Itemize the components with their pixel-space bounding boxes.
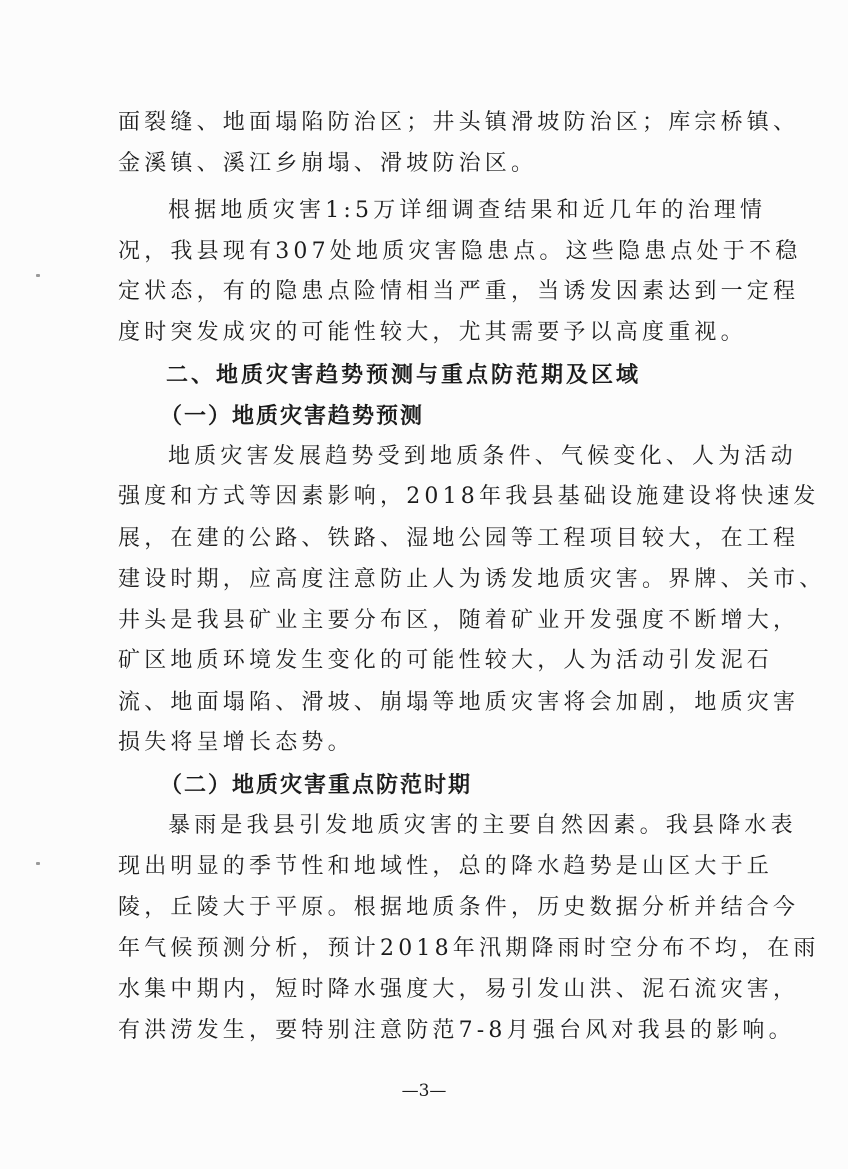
binding-hole-mark	[36, 862, 40, 865]
text-line: 水集中期内，短时降水强度大，易引发山洪、泥石流灾害，	[118, 977, 800, 1002]
text-line: 暴雨是我县引发地质灾害的主要自然因素。我县降水表	[168, 813, 797, 838]
subsection-heading: （二）地质灾害重点防范时期	[160, 772, 473, 798]
text-line: 陵，丘陵大于平原。根据地质条件，历史数据分析并结合今	[118, 895, 800, 920]
text-line: 定状态，有的隐患点险情相当严重，当诱发因素达到一定程	[118, 279, 800, 304]
text-line: 流、地面塌陷、滑坡、崩塌等地质灾害将会加剧，地质灾害	[118, 690, 800, 715]
page-number: —3—	[401, 1081, 447, 1101]
section-heading: 二、地质灾害趋势预测与重点防范期及区域	[166, 362, 642, 388]
text-line: 展，在建的公路、铁路、湿地公园等工程项目较大，在工程	[118, 526, 800, 551]
text-line: 损失将呈增长态势。	[118, 730, 354, 755]
text-line: 现出明显的季节性和地域性，总的降水趋势是山区大于丘	[118, 854, 774, 879]
text-line: 建设时期，应高度注意防止人为诱发地质灾害。界牌、关市、	[118, 567, 826, 592]
text-line: 强度和方式等因素影响，2018年我县基础设施建设将快速发	[118, 484, 820, 509]
text-line: 地质灾害发展趋势受到地质条件、气候变化、人为活动	[168, 444, 797, 469]
text-line: 度时突发成灾的可能性较大，尤其需要予以高度重视。	[118, 320, 747, 345]
text-line: 井头是我县矿业主要分布区，随着矿业开发强度不断增大，	[118, 608, 800, 633]
text-line: 根据地质灾害1:5万详细调查结果和近几年的治理情	[168, 198, 767, 223]
text-line: 况，我县现有307处地质灾害隐患点。这些隐患点处于不稳	[118, 239, 802, 264]
text-line: 面裂缝、地面塌陷防治区；井头镇滑坡防治区；库宗桥镇、	[118, 110, 800, 135]
binding-hole-mark	[36, 274, 40, 277]
subsection-heading: （一）地质灾害趋势预测	[160, 403, 425, 429]
text-line: 年气候预测分析，预计2018年汛期降雨时空分布不均，在雨	[118, 936, 820, 961]
text-line: 矿区地质环境发生变化的可能性较大，人为活动引发泥石	[118, 648, 774, 673]
text-line: 金溪镇、溪江乡崩塌、滑坡防治区。	[118, 151, 538, 176]
text-line: 有洪涝发生，要特别注意防范7-8月强台风对我县的影响。	[118, 1018, 795, 1043]
